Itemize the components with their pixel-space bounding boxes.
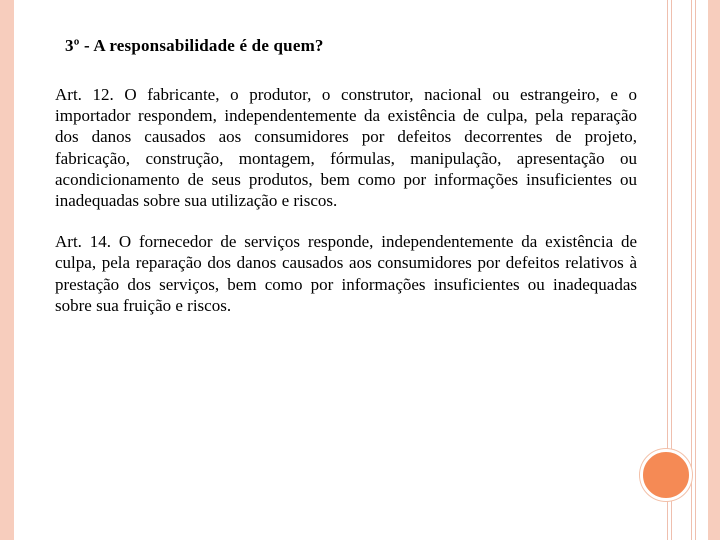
left-border-decoration: [0, 0, 14, 540]
article-14-paragraph: Art. 14. O fornecedor de serviços responde, independentemente da existência de culpa, pela reparação dos danos causados aos consumidores por defeitos relativos à prestação dos serviços, bem como por informações insuficientes ou inadequadas sobre sua fruição e riscos.: [55, 232, 637, 315]
slide-title: 3º - A responsabilidade é de quem?: [65, 36, 324, 55]
accent-circle-decoration: [640, 449, 692, 501]
right-border-decoration: [708, 0, 720, 540]
slide-content: [55, 84, 637, 336]
decorative-rule-line: [695, 0, 696, 540]
decorative-rule-line: [691, 0, 692, 540]
article-12-paragraph: Art. 12. O fabricante, o produtor, o construtor, nacional ou estrangeiro, e o importador respondem, independentemente da existência de culpa, pela reparação dos danos causados aos consumidores por defeitos decorrentes de projeto, fabricação, construção, montagem, fórmulas, manipulação, apresentação ou acondicionamento de seus produtos, bem como por informações insuficientes ou inadequadas sobre sua utilização e riscos.: [55, 85, 637, 211]
